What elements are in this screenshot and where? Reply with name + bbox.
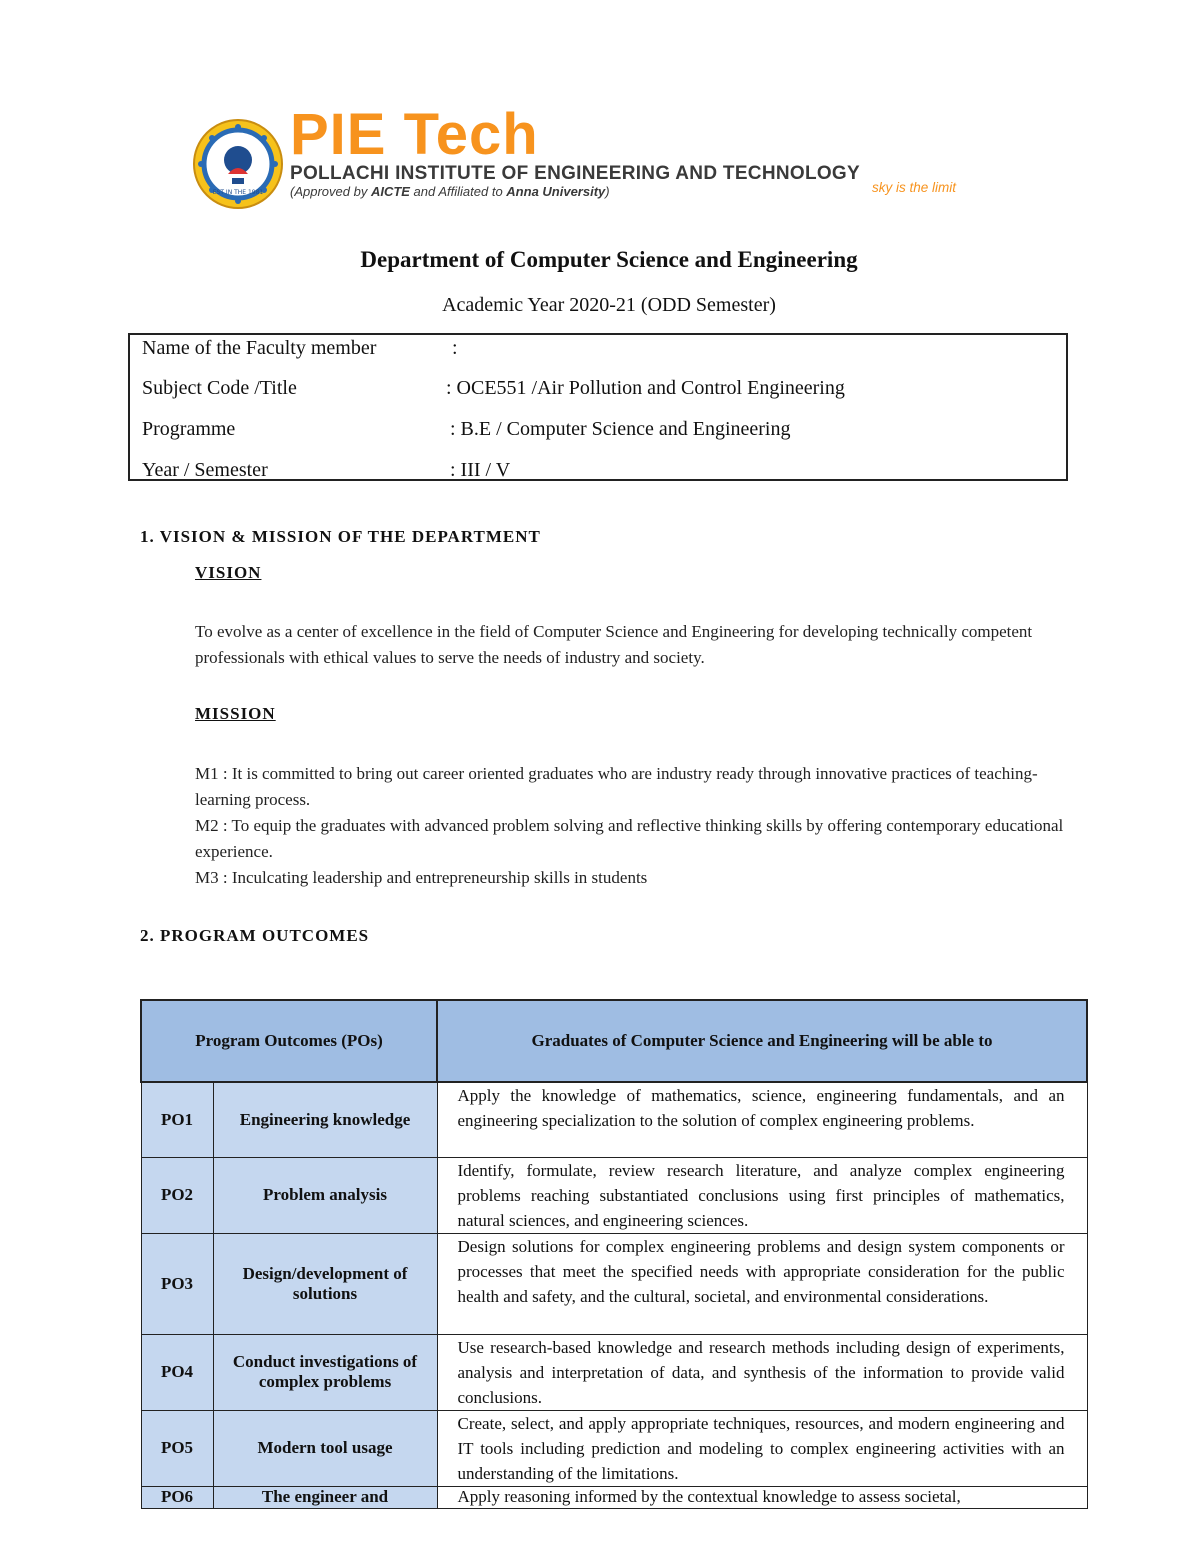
section-heading-program-outcomes: 2. PROGRAM OUTCOMES <box>140 926 370 945</box>
mission-item: M1 : It is committed to bring out career oriented graduates who are industry ready through innovative practices of teaching-learning process. <box>195 764 1038 809</box>
mission-item: M3 : Inculcating leadership and entrepreneurship skills in students <box>195 868 648 887</box>
mission-item: M2 : To equip the graduates with advanced problem solving and reflective thinking skills by offering contemporary educational experience. <box>195 816 1064 861</box>
po-code: PO1 <box>141 1082 213 1157</box>
info-value: : OCE551 /Air Pollution and Control Engineering <box>446 377 845 399</box>
emblem-text: EST IN THE 1981 <box>212 189 264 196</box>
table-row <box>141 1233 1087 1334</box>
info-value: : B.E / Computer Science and Engineering <box>450 418 791 440</box>
po-code: PO2 <box>141 1157 213 1233</box>
academic-year: Academic Year 2020-21 (ODD Semester) <box>442 294 776 316</box>
po-code: PO6 <box>141 1486 213 1508</box>
institute-name: POLLACHI INSTITUTE OF ENGINEERING AND TECHNOLOGY <box>290 163 860 184</box>
po-description: Use research-based knowledge and research methods including design of experiments, analysis and interpretation of data, and synthesis of the information to provide valid conclusions. <box>437 1334 1087 1410</box>
po-description: Design solutions for complex engineering problems and design system components or processes that meet the specified needs with appropriate consideration for the public health and safety, and the cultural, societal, and environmental considerations. <box>437 1233 1087 1334</box>
approval-line: (Approved by AICTE and Affiliated to Anna University) <box>290 184 610 199</box>
po-description: Identify, formulate, review research literature, and analyze complex engineering problems reaching substantiated conclusions using first principles of mathematics, natural sciences, and engineering sciences. <box>437 1157 1087 1233</box>
po-title: Modern tool usage <box>213 1410 437 1486</box>
college-emblem-logo <box>192 118 284 210</box>
table-row <box>141 1082 1087 1157</box>
info-label: Year / Semester <box>142 459 268 481</box>
po-code: PO3 <box>141 1233 213 1334</box>
po-code: PO4 <box>141 1334 213 1410</box>
info-value: : <box>452 337 458 359</box>
po-description: Create, select, and apply appropriate techniques, resources, and modern engineering and IT tools including prediction and modeling to complex engineering activities with an understanding of the limitations. <box>437 1410 1087 1486</box>
po-title: The engineer and <box>213 1486 437 1508</box>
po-description: Apply reasoning informed by the contextual knowledge to assess societal, <box>437 1486 1087 1508</box>
brand-name: PIE Tech <box>290 102 539 167</box>
mission-heading: MISSION <box>195 704 276 723</box>
table-header-left: Program Outcomes (POs) <box>141 1000 437 1082</box>
mission-list <box>195 761 1075 891</box>
vision-heading: VISION <box>195 563 262 582</box>
po-code: PO5 <box>141 1410 213 1486</box>
table-row <box>141 1334 1087 1410</box>
info-label: Programme <box>142 418 236 440</box>
table-row <box>141 1157 1087 1233</box>
table-row <box>141 1410 1087 1486</box>
po-title: Problem analysis <box>213 1157 437 1233</box>
po-title: Design/development of solutions <box>213 1233 437 1334</box>
table-header-row <box>141 1000 1087 1082</box>
info-value: : III / V <box>450 459 511 481</box>
info-label: Name of the Faculty member <box>142 337 377 359</box>
course-info-box <box>128 333 1068 481</box>
department-title: Department of Computer Science and Engineering <box>360 247 858 272</box>
table-row <box>141 1486 1087 1508</box>
tagline: sky is the limit <box>872 180 957 195</box>
po-title: Conduct investigations of complex problems <box>213 1334 437 1410</box>
vision-text: To evolve as a center of excellence in the field of Computer Science and Engineering for developing technically competent professionals with ethical values to serve the needs of industry and society. <box>195 622 1033 667</box>
section-heading-vision-mission: 1. VISION & MISSION OF THE DEPARTMENT <box>140 527 541 546</box>
info-label: Subject Code /Title <box>142 377 297 399</box>
table-header-right: Graduates of Computer Science and Engineering will be able to <box>437 1000 1087 1082</box>
program-outcomes-table <box>140 999 1088 1509</box>
po-title: Engineering knowledge <box>213 1082 437 1157</box>
po-description: Apply the knowledge of mathematics, science, engineering fundamentals, and an engineering specialization to the solution of complex engineering problems. <box>437 1082 1087 1157</box>
